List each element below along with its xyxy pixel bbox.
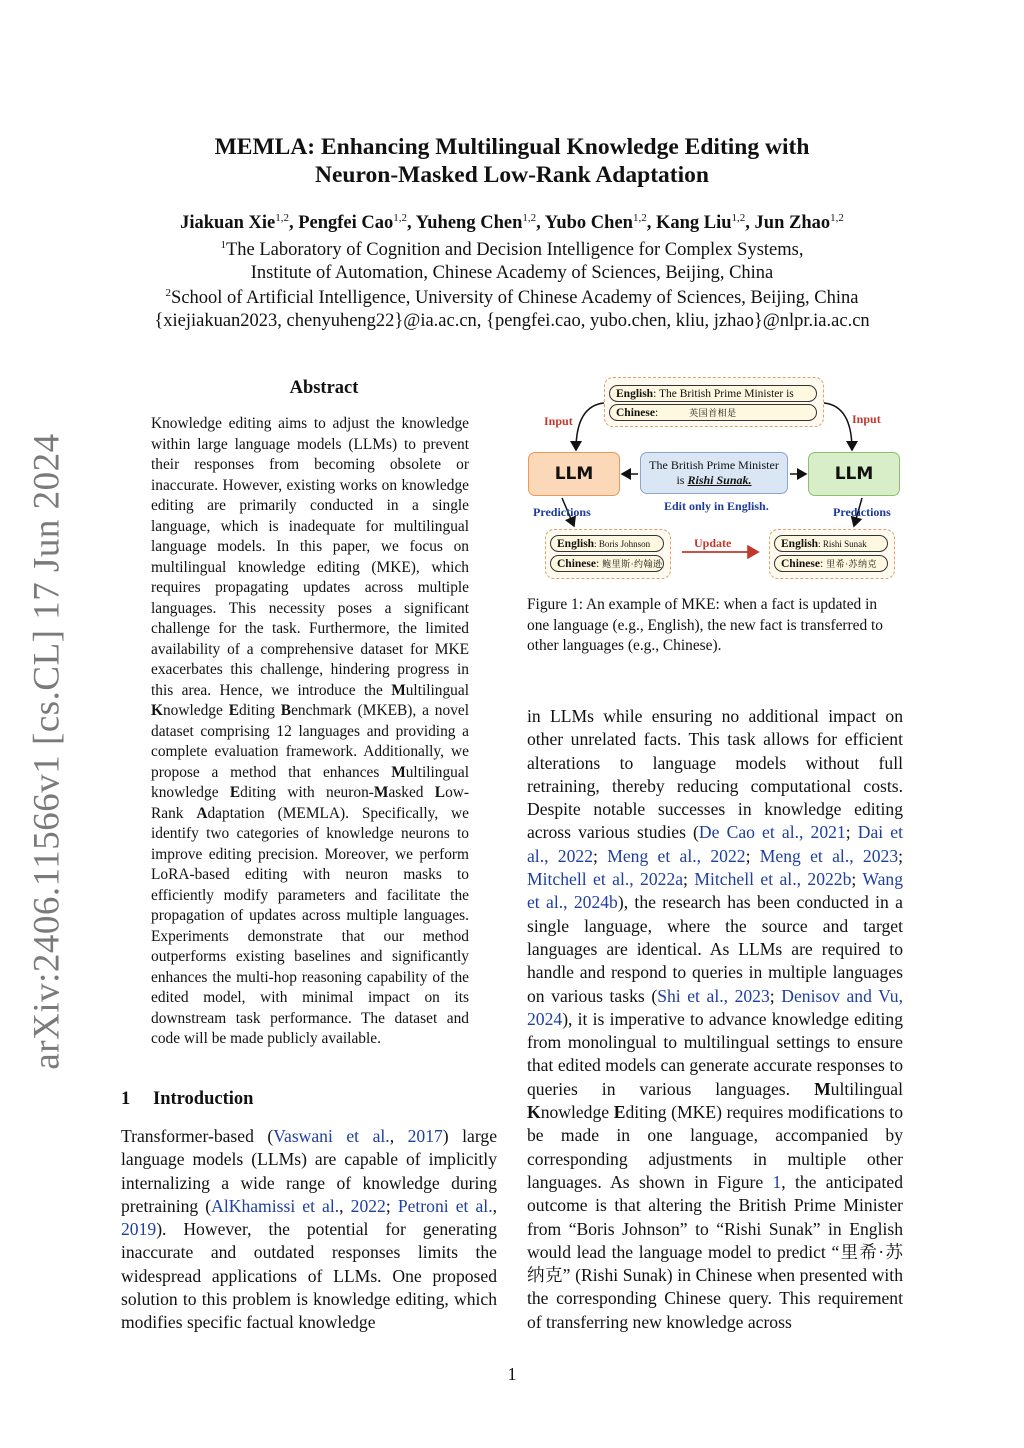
citation-link[interactable]: 2019 xyxy=(121,1219,157,1240)
acronym-rest: diting xyxy=(238,702,281,719)
affiliation-text: The Laboratory of Cognition and Decision Intelligence for Complex Systems, xyxy=(226,240,804,261)
predictions-label-right: Predictions xyxy=(833,505,891,519)
citation-link[interactable]: Mitchell et al., 2022a xyxy=(527,869,684,890)
new-chinese-pill: Chinese: 里希·苏纳克 xyxy=(774,555,888,572)
author-separator: , xyxy=(646,213,656,234)
citation-link[interactable]: 2017 xyxy=(407,1126,443,1146)
pill-text: 英国首相是 xyxy=(689,408,737,418)
acronym-letter: B xyxy=(280,702,292,719)
fact-line-1: The British Prime Minister xyxy=(649,458,779,472)
author: Pengfei Cao xyxy=(298,213,394,234)
citation-link[interactable]: Vaswani et al. xyxy=(273,1126,390,1146)
affiliation-1-line-1 xyxy=(100,239,924,261)
predictions-label-left: Predictions xyxy=(533,505,591,519)
pill-label: Chinese xyxy=(781,558,820,570)
acronym-letter: M xyxy=(391,763,406,781)
figure-reference-link[interactable]: 1 xyxy=(772,1171,782,1192)
llm-box-before: LLM xyxy=(528,452,620,496)
citation-link[interactable]: Petroni et al. xyxy=(397,1195,493,1216)
fact-new-answer: Rishi Sunak. xyxy=(687,473,752,487)
citation-link[interactable]: Wang et al., 2024b xyxy=(527,869,904,913)
author-list xyxy=(110,212,914,234)
author-affiliation-mark: 1,2 xyxy=(275,212,289,224)
citation-sep: , xyxy=(389,1126,408,1146)
edited-fact-box xyxy=(640,452,788,494)
affiliation-mark: 2 xyxy=(165,287,172,299)
intro-text: ), it is imperative to advance knowledge editing from monolingual to multilingual settings to ensure that edited models can generate accurate responses to queries in various languages. xyxy=(527,1008,903,1099)
intro-text: diting (MKE) requires modifications to be made in one language, accompanied by corresponding adjustments in multiple other languages. As shown in Figure xyxy=(527,1102,903,1192)
pill-text: : Boris Johnson xyxy=(594,539,651,549)
intro-text: ) large language models (LLMs) are capable of implicitly internalizing a wide range of knowledge during pretraining ( xyxy=(121,1126,498,1216)
pill-text: : Rishi Sunak xyxy=(818,539,867,549)
update-label: Update xyxy=(694,536,732,550)
intro-text: in LLMs while ensuring no additional impact on other unrelated facts. This task allows for efficient alterations to language models without full retraining, thereby reducing computational costs. Despite notable successes in knowledge editing across various studies ( xyxy=(527,706,903,843)
pill-label: English xyxy=(781,538,819,550)
figure-1 xyxy=(522,374,906,584)
pill-text: 里希·苏纳克 xyxy=(826,559,878,569)
acronym-letter: E xyxy=(613,1102,626,1123)
acronym-rest: ow-Rank xyxy=(151,784,469,822)
pill-label: Chinese xyxy=(616,407,655,419)
intro-paragraph xyxy=(121,1125,497,1335)
input-label-right: Input xyxy=(852,412,881,426)
author-separator: , xyxy=(536,213,545,234)
acronym-letter: A xyxy=(196,804,208,822)
acronym-rest: ultilingual knowledge xyxy=(151,763,469,801)
citation-link[interactable]: AlKhamissi et al. xyxy=(211,1195,340,1216)
citation-link[interactable]: De Cao et al., 2021 xyxy=(698,822,846,843)
author: Jun Zhao xyxy=(754,213,831,234)
acronym-letter: E xyxy=(228,702,239,719)
input-chinese-pill: Chinese: 英国首相是 xyxy=(609,404,817,421)
intro-text: ), the research has been conducted in a single language, where the source and target languages are identical. As LLMs are required to handle and respond to queries in multiple languages on various tasks ( xyxy=(527,892,903,1006)
abstract-text: (MKEB), a novel dataset comprising 12 languages and providing a complete evaluation framework. Additionally, we propose a method that enhances xyxy=(151,702,470,781)
title-line-1: MEMLA: Enhancing Multilingual Knowledge Editing with xyxy=(214,134,810,160)
affiliation-text: School of Artificial Intelligence, University of Chinese Academy of Sciences, Beijing, China xyxy=(171,288,859,309)
acronym-rest: nowledge xyxy=(162,702,229,719)
intro-text: Transformer-based ( xyxy=(121,1126,274,1146)
abstract-heading: Abstract xyxy=(289,378,359,398)
abstract-body xyxy=(151,414,469,1050)
acronym-rest: diting with neuron- xyxy=(240,784,374,801)
acronym-letter: M xyxy=(814,1078,831,1099)
figure-caption: Figure 1: An example of MKE: when a fact is updated in one language (e.g., English), the new fact is transferred to other languages (e.g., Chinese). xyxy=(527,596,883,654)
citation-sep: ; xyxy=(385,1195,398,1216)
input-arrow-left xyxy=(576,403,604,450)
affiliation-mark: 1 xyxy=(220,239,226,251)
pill-label: English xyxy=(616,388,654,400)
acronym-letter: M xyxy=(391,681,406,699)
citation-sep: , xyxy=(492,1195,497,1216)
paper-title xyxy=(120,133,904,189)
citation-link[interactable]: Denisov and Vu, 2024 xyxy=(527,985,903,1029)
fact-line-2: is xyxy=(676,473,688,487)
author: Yubo Chen xyxy=(544,213,633,234)
acronym-rest: nowledge xyxy=(540,1102,614,1123)
title-line-2: Neuron-Masked Low-Rank Adaptation xyxy=(315,162,709,188)
acronym-rest: enchmark xyxy=(291,702,352,719)
section-title: Introduction xyxy=(153,1089,254,1109)
author-separator: , xyxy=(407,213,416,234)
abstract-text: Knowledge editing aims to adjust the knowledge within large language models (LLMs) to prevent their responses from becoming obsolete or inaccurate. However, existing works on knowledge editing are primarily conducted in a single language, which is inadequate for multilingual language models. In this paper, we focus on multilingual knowledge editing (MKE), which requires propagating updates across multiple languages. This necessity poses a significant challenge for the task. Furthermore, the limited availability of a comprehensive dataset for MKE exacerbates this challenge, hindering progress in this area. Hence, we introduce the xyxy=(151,415,469,699)
author-separator: , xyxy=(288,213,299,234)
citation-link[interactable]: Meng et al., 2022 xyxy=(607,845,746,866)
affiliation-1-line-2: Institute of Automation, Chinese Academy of Sciences, Beijing, China xyxy=(250,263,774,283)
author: Kang Liu xyxy=(655,213,732,234)
acronym-rest: ultilingual xyxy=(405,681,469,699)
input-english-pill xyxy=(609,385,817,402)
pill-label: Chinese xyxy=(557,558,596,570)
old-chinese-pill: Chinese: 鲍里斯·约翰逊 xyxy=(550,555,664,572)
author-separator: , xyxy=(745,213,755,234)
citation-link[interactable]: Shi et al., 2023 xyxy=(657,985,770,1006)
author-affiliation-mark: 1,2 xyxy=(522,212,537,224)
acronym-letter: K xyxy=(527,1102,541,1123)
section-heading xyxy=(121,1089,253,1110)
citation-link[interactable]: Dai et al., 2022 xyxy=(527,822,904,866)
acronym-letter: M xyxy=(373,784,389,801)
author-affiliation-mark: 1,2 xyxy=(393,212,408,224)
acronym-rest: daptation xyxy=(207,804,265,822)
author: Yuheng Chen xyxy=(415,213,523,234)
input-arrow-right xyxy=(824,403,852,450)
arxiv-stamp xyxy=(18,432,76,1070)
abstract-text: (MEMLA). Specifically, we identify two categories of knowledge neurons to improve editing precision. Moreover, we perform LoRA-based editing with neuron masks to efficiently modify parameters and facilitate the propagation of updates across multiple languages. Experiments demonstrate that our method outperforms existing baselines and significantly enhances the multi-hop reasoning capability of the edited model, with minimal impact on its downstream task performance. The dataset and code will be made publicly available. xyxy=(151,804,469,1047)
pill-text: : The British Prime Minister is xyxy=(653,388,794,400)
pill-text: 鲍里斯·约翰逊 xyxy=(602,559,663,569)
new-english-pill xyxy=(774,535,888,552)
intro-paragraph-continued: in LLMs while ensuring no additional impact on other unrelated facts. This task allows for efficient alterations to language models without full retraining, thereby reducing computational costs. Despite notable successes in knowledge editing across various studies (De Cao et al., 2021; Dai et al., 2022; Meng et al., 2022; Meng et al., 2023; Mitchell et al., 2022a; Mitchell et al., 2022b; Wang et al., 2024b), the research has been conducted in a single language, where the source and target languages are identical. As LLMs are required to handle and respond to queries in multiple languages on various tasks (Shi et al., 2023; Denisov and Vu, 2024), it is imperative to advance knowledge editing from monolingual to multilingual settings to ensure that edited models can generate accurate responses to queries in various languages. Multilingual Knowledge Editing (MKE) requires modifications to be made in one language, accompanied by corresponding adjustments in multiple other languages. As shown in Figure 1, the anticipated outcome is that altering the British Prime Minister from “Boris Johnson” to “Rishi Sunak” in English would lead the language model to predict “里希·苏纳克” (Rishi Sunak) in Chinese when presented with the corresponding Chinese query. This requirement of transferring new knowledge across xyxy=(527,706,904,1332)
input-label-left: Input xyxy=(544,414,573,428)
acronym-rest: ultilingual xyxy=(830,1078,903,1099)
author-emails: {xiejiakuan2023, chenyuheng22}@ia.ac.cn, {pengfei.cao, yubo.chen, kliu, jzhao}@nlpr.ia.ac.cn xyxy=(154,311,870,331)
acronym-rest: asked xyxy=(388,784,435,801)
intro-text: ). However, the potential for generating inaccurate and outdated responses limits the widespread applications of LLMs. One proposed solution to this problem is knowledge editing, which modifies specific factual knowledge xyxy=(121,1219,497,1333)
author: Jiakuan Xie xyxy=(180,213,276,234)
author-affiliation-mark: 1,2 xyxy=(632,212,647,224)
affiliation-2 xyxy=(100,287,924,309)
page-number: 1 xyxy=(507,1364,517,1384)
acronym-letter: K xyxy=(151,702,163,719)
citation-link[interactable]: Mitchell et al., 2022b xyxy=(694,869,852,890)
llm-box-after: LLM xyxy=(808,452,900,496)
intro-text: , the anticipated outcome is that altering the British Prime Minister from “Boris Johnson” to “Rishi Sunak” in English would lead the language model to predict “里希·苏纳克” (Rishi Sunak) in Chinese when presented with the corresponding Chinese query. This requirement of transferring new knowledge across xyxy=(527,1171,903,1332)
edit-note: Edit only in English. xyxy=(664,499,769,513)
arxiv-id: arXiv:2406.11566v1 [cs.CL] 17 Jun 2024 xyxy=(26,432,68,1070)
citation-link[interactable]: Meng et al., 2023 xyxy=(759,845,899,866)
citation-sep: , xyxy=(339,1195,351,1216)
author-affiliation-mark: 1,2 xyxy=(731,212,746,224)
section-number: 1 xyxy=(121,1089,131,1109)
acronym-letter: E xyxy=(229,784,241,801)
author-affiliation-mark: 1,2 xyxy=(830,212,844,224)
old-english-pill xyxy=(550,535,664,552)
acronym-letter: L xyxy=(434,784,446,801)
citation-link[interactable]: 2022 xyxy=(350,1195,386,1216)
pill-label: English xyxy=(557,538,595,550)
